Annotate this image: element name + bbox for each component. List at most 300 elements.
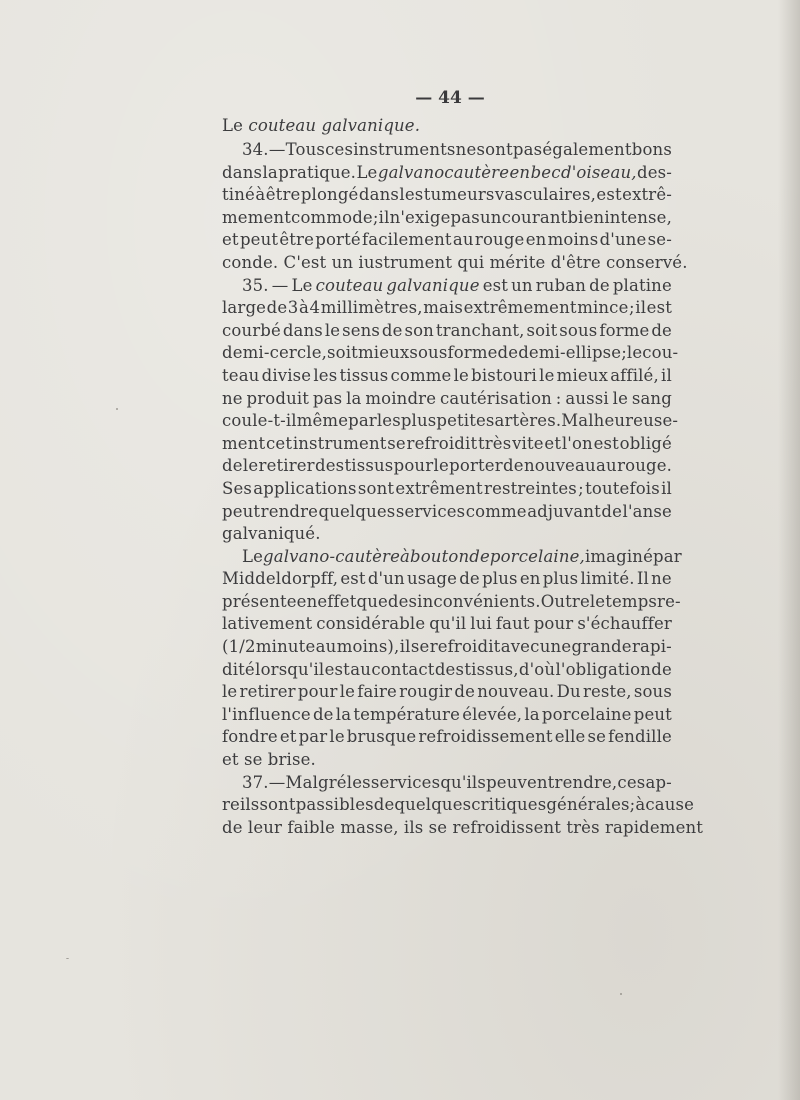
text: à bbox=[255, 185, 266, 205]
word bbox=[632, 139, 672, 162]
word bbox=[411, 636, 430, 659]
word bbox=[518, 342, 621, 365]
text: de bbox=[454, 682, 476, 702]
word bbox=[243, 455, 258, 478]
word bbox=[548, 229, 599, 252]
text: divise bbox=[261, 365, 312, 385]
text: moins bbox=[547, 230, 599, 250]
word bbox=[371, 772, 440, 795]
word bbox=[272, 275, 289, 298]
word bbox=[388, 591, 417, 614]
word bbox=[623, 501, 672, 524]
text: la bbox=[262, 162, 278, 182]
text: à bbox=[635, 795, 646, 815]
text: platine bbox=[612, 275, 672, 295]
text: extrê- bbox=[622, 185, 672, 205]
word bbox=[379, 207, 390, 230]
text: bien bbox=[567, 207, 605, 227]
text: toutefois bbox=[585, 478, 660, 498]
word bbox=[359, 184, 399, 207]
text: services bbox=[395, 501, 466, 521]
text-line bbox=[222, 342, 679, 365]
word bbox=[368, 568, 405, 591]
text: Outre bbox=[540, 591, 590, 611]
text: est bbox=[646, 298, 672, 318]
word bbox=[325, 139, 353, 162]
word bbox=[635, 794, 645, 817]
word bbox=[263, 546, 400, 569]
text: elle bbox=[554, 727, 586, 747]
word bbox=[262, 162, 277, 185]
italic-text: en bbox=[509, 162, 531, 182]
text: passibles bbox=[295, 795, 374, 815]
word bbox=[653, 546, 682, 569]
text: peut bbox=[239, 230, 279, 250]
word bbox=[440, 772, 486, 795]
text: tissus bbox=[339, 365, 389, 385]
text: refroidit bbox=[429, 637, 501, 657]
word bbox=[512, 433, 544, 456]
text: se bbox=[428, 817, 448, 837]
text: cautérisation bbox=[439, 388, 552, 408]
word bbox=[423, 297, 463, 320]
text: quelques bbox=[318, 501, 396, 521]
text-line bbox=[222, 252, 688, 275]
text: une bbox=[539, 637, 572, 657]
text: refroidit bbox=[406, 433, 478, 453]
text: petites bbox=[436, 411, 495, 431]
text: est bbox=[593, 433, 619, 453]
text: tranchant, bbox=[435, 320, 525, 340]
text: applications bbox=[253, 478, 357, 498]
word bbox=[222, 455, 243, 478]
text: dité bbox=[222, 659, 255, 679]
text: un bbox=[511, 275, 533, 295]
text: mement bbox=[222, 207, 291, 227]
text: vasculaires, bbox=[494, 185, 596, 205]
word bbox=[557, 365, 608, 388]
word bbox=[269, 772, 286, 795]
word bbox=[358, 478, 394, 501]
word bbox=[259, 794, 295, 817]
text: Malgré bbox=[285, 772, 347, 792]
word bbox=[386, 275, 479, 298]
italic-text: bouton bbox=[410, 546, 470, 566]
word bbox=[240, 681, 296, 704]
word bbox=[542, 704, 632, 727]
text-line bbox=[222, 229, 672, 252]
text-line bbox=[222, 817, 704, 840]
word bbox=[347, 726, 417, 749]
text: le bbox=[433, 456, 449, 476]
word bbox=[396, 501, 465, 524]
word bbox=[642, 342, 678, 365]
section-heading-prefix: Le bbox=[222, 116, 249, 135]
text: considérable bbox=[316, 614, 426, 634]
word bbox=[477, 139, 513, 162]
word bbox=[222, 704, 311, 727]
text: 37. bbox=[242, 772, 269, 792]
word bbox=[608, 726, 672, 749]
text: commode bbox=[291, 207, 373, 227]
text: millimètres, bbox=[320, 298, 423, 318]
word bbox=[524, 455, 596, 478]
text: contact bbox=[371, 659, 435, 679]
word bbox=[466, 501, 527, 524]
text: l'obligation bbox=[555, 659, 651, 679]
text: de bbox=[497, 343, 519, 363]
word bbox=[390, 207, 451, 230]
word bbox=[358, 252, 452, 275]
section-heading bbox=[222, 113, 672, 139]
word bbox=[589, 275, 610, 298]
word bbox=[555, 659, 651, 682]
text: très bbox=[566, 817, 600, 837]
word bbox=[222, 794, 259, 817]
text: coule-t-il bbox=[222, 411, 297, 431]
word bbox=[475, 229, 525, 252]
word bbox=[531, 162, 561, 185]
word bbox=[486, 772, 554, 795]
text: le bbox=[242, 456, 259, 476]
text: forme bbox=[447, 343, 498, 363]
text: se bbox=[410, 637, 430, 657]
text: plus bbox=[542, 569, 579, 589]
text: en bbox=[296, 591, 318, 611]
text-line bbox=[222, 794, 695, 817]
paper-speck bbox=[66, 958, 69, 959]
text: de bbox=[601, 501, 623, 521]
word bbox=[409, 342, 447, 365]
word bbox=[261, 501, 318, 524]
text: cause bbox=[645, 795, 695, 815]
page-number: — 44 — bbox=[415, 88, 485, 108]
word bbox=[637, 162, 672, 185]
word bbox=[480, 207, 502, 230]
text: restreintes bbox=[484, 478, 577, 498]
text: (1/2 bbox=[222, 637, 256, 657]
text: au bbox=[596, 456, 617, 476]
text: large bbox=[222, 298, 267, 318]
text: et bbox=[279, 727, 297, 747]
word bbox=[661, 365, 672, 388]
text: de bbox=[373, 795, 395, 815]
text: porté bbox=[315, 230, 361, 250]
word bbox=[315, 229, 361, 252]
text: teau bbox=[222, 365, 260, 385]
text: adjuvant bbox=[527, 501, 601, 521]
text: leur bbox=[247, 817, 283, 837]
text: mieux bbox=[357, 343, 410, 363]
word bbox=[336, 704, 351, 727]
text: refroidissement bbox=[418, 727, 553, 747]
text: rendre bbox=[260, 501, 319, 521]
word bbox=[377, 410, 401, 433]
text: que bbox=[356, 591, 388, 611]
text-line bbox=[222, 659, 672, 682]
text: vite bbox=[512, 433, 544, 453]
text: rapidement bbox=[604, 817, 704, 837]
word bbox=[436, 320, 525, 343]
text: le bbox=[589, 591, 606, 611]
word bbox=[604, 207, 672, 230]
text: obligé bbox=[619, 433, 672, 453]
text: pour bbox=[533, 614, 574, 634]
text: des bbox=[434, 659, 465, 679]
word bbox=[346, 388, 361, 411]
text: ces bbox=[617, 772, 646, 792]
text: Du bbox=[556, 682, 581, 702]
word bbox=[513, 139, 542, 162]
text: peut bbox=[222, 501, 261, 521]
word bbox=[430, 636, 501, 659]
word bbox=[222, 410, 297, 433]
text: sont bbox=[259, 795, 296, 815]
word bbox=[632, 388, 672, 411]
word bbox=[266, 184, 301, 207]
text: mieux bbox=[556, 365, 609, 385]
word bbox=[222, 388, 243, 411]
paragraphs bbox=[222, 139, 704, 839]
text: ment bbox=[222, 433, 266, 453]
text: artères. bbox=[494, 411, 562, 431]
word bbox=[256, 636, 315, 659]
word bbox=[390, 365, 451, 388]
word bbox=[399, 681, 452, 704]
text: le bbox=[329, 727, 345, 747]
text: dans bbox=[222, 162, 263, 182]
text: 35. bbox=[242, 275, 269, 295]
text-line bbox=[222, 139, 672, 162]
word bbox=[484, 478, 577, 501]
word bbox=[319, 501, 396, 524]
text-line bbox=[222, 320, 672, 343]
text: mais bbox=[423, 298, 464, 318]
word bbox=[637, 568, 649, 591]
text: il bbox=[399, 637, 411, 657]
word bbox=[566, 817, 599, 840]
word bbox=[534, 613, 574, 636]
word bbox=[596, 184, 621, 207]
word bbox=[353, 704, 460, 727]
text: de bbox=[651, 659, 672, 679]
word bbox=[559, 320, 597, 343]
word bbox=[222, 749, 239, 772]
word bbox=[313, 388, 342, 411]
word bbox=[451, 207, 480, 230]
paper-speck bbox=[620, 993, 622, 995]
word bbox=[291, 207, 373, 230]
text: de bbox=[222, 817, 243, 837]
text: à bbox=[298, 298, 309, 318]
text: il bbox=[661, 365, 672, 385]
word bbox=[222, 162, 262, 185]
text: reste, bbox=[582, 682, 632, 702]
word bbox=[452, 817, 561, 840]
word bbox=[222, 184, 255, 207]
text: plongé bbox=[300, 185, 359, 205]
word bbox=[297, 410, 348, 433]
word bbox=[222, 229, 239, 252]
text: facilement bbox=[362, 230, 452, 250]
word bbox=[284, 252, 327, 275]
text: ; bbox=[578, 478, 584, 498]
word bbox=[541, 591, 590, 614]
word bbox=[469, 546, 490, 569]
word bbox=[287, 817, 335, 840]
text: pour bbox=[297, 682, 338, 702]
text: mérite bbox=[489, 252, 546, 272]
text: soit bbox=[327, 343, 358, 363]
word bbox=[464, 297, 577, 320]
italic-text: couteau bbox=[315, 275, 384, 295]
text: extrêment bbox=[395, 478, 483, 498]
text: le bbox=[339, 682, 356, 702]
word bbox=[394, 794, 471, 817]
text: ; bbox=[629, 795, 636, 815]
word bbox=[327, 342, 358, 365]
word bbox=[382, 320, 403, 343]
word bbox=[301, 184, 359, 207]
word bbox=[555, 726, 586, 749]
italic-text: galvano-cautère bbox=[263, 546, 401, 566]
text: — bbox=[271, 275, 289, 295]
text: Middeldorpff, bbox=[222, 569, 339, 589]
word bbox=[267, 297, 288, 320]
word bbox=[348, 410, 377, 433]
word bbox=[268, 749, 316, 772]
word bbox=[477, 681, 554, 704]
word bbox=[262, 365, 312, 388]
text: fendille bbox=[608, 727, 672, 747]
word bbox=[617, 772, 645, 795]
text: il bbox=[378, 207, 390, 227]
text: pratique. bbox=[278, 162, 357, 182]
word bbox=[498, 342, 519, 365]
word bbox=[462, 704, 522, 727]
word bbox=[247, 388, 310, 411]
text-line bbox=[222, 275, 672, 298]
text: le bbox=[612, 388, 628, 408]
text: le bbox=[222, 682, 238, 702]
text: nouveau bbox=[523, 456, 596, 476]
word bbox=[222, 523, 321, 546]
text: services bbox=[370, 772, 441, 792]
word bbox=[470, 613, 492, 636]
word bbox=[404, 817, 423, 840]
word bbox=[540, 636, 571, 659]
text: un bbox=[331, 252, 354, 272]
text: sont bbox=[476, 140, 513, 159]
word bbox=[244, 749, 263, 772]
word bbox=[325, 659, 350, 682]
text: son bbox=[404, 320, 434, 340]
text: retirer bbox=[258, 456, 315, 476]
text: l'on bbox=[561, 433, 593, 453]
word bbox=[407, 568, 457, 591]
word bbox=[585, 478, 660, 501]
text: brise. bbox=[267, 750, 316, 770]
word bbox=[617, 455, 672, 478]
word bbox=[424, 184, 495, 207]
text: galvaniqué. bbox=[222, 524, 321, 544]
word bbox=[511, 275, 533, 298]
word bbox=[292, 275, 313, 298]
word bbox=[222, 478, 252, 501]
word bbox=[536, 275, 586, 298]
text: d'où bbox=[518, 659, 556, 679]
word bbox=[599, 320, 649, 343]
text: des bbox=[314, 456, 345, 476]
word bbox=[356, 162, 377, 185]
word bbox=[590, 591, 605, 614]
word bbox=[596, 455, 617, 478]
word bbox=[296, 794, 374, 817]
text: se bbox=[387, 433, 406, 453]
word bbox=[464, 659, 518, 682]
word bbox=[266, 433, 292, 456]
text: instruments bbox=[353, 140, 456, 159]
text: demi-ellipse bbox=[518, 343, 622, 363]
word bbox=[316, 613, 425, 636]
word bbox=[539, 365, 554, 388]
text: instrument bbox=[292, 433, 387, 453]
word bbox=[526, 320, 557, 343]
text: ap- bbox=[645, 772, 672, 792]
text: usage bbox=[407, 569, 458, 589]
text: forme bbox=[599, 320, 650, 340]
word bbox=[447, 342, 497, 365]
word bbox=[332, 252, 354, 275]
word bbox=[629, 297, 635, 320]
word bbox=[661, 478, 672, 501]
word bbox=[222, 501, 260, 524]
text: pas bbox=[450, 207, 480, 227]
word bbox=[453, 229, 474, 252]
text: de bbox=[222, 456, 243, 476]
word bbox=[222, 591, 297, 614]
text: Tous bbox=[285, 140, 325, 159]
word bbox=[345, 455, 394, 478]
word bbox=[483, 275, 508, 298]
word bbox=[374, 794, 395, 817]
word bbox=[288, 297, 299, 320]
word bbox=[454, 365, 469, 388]
text: ruban bbox=[535, 275, 587, 295]
word bbox=[342, 320, 380, 343]
word bbox=[280, 726, 297, 749]
text: de bbox=[503, 456, 524, 476]
word bbox=[297, 591, 318, 614]
text-line bbox=[222, 591, 681, 614]
text: bistouri bbox=[471, 365, 537, 385]
text: plus bbox=[400, 411, 437, 431]
word bbox=[222, 636, 256, 659]
word bbox=[457, 252, 484, 275]
text-line bbox=[222, 455, 672, 478]
word bbox=[600, 229, 647, 252]
text: rapi- bbox=[631, 637, 672, 657]
word bbox=[572, 636, 632, 659]
text: le bbox=[539, 365, 555, 385]
text: 4 bbox=[309, 298, 321, 318]
text-line bbox=[222, 297, 672, 320]
text: limité. bbox=[580, 569, 635, 589]
text: par bbox=[653, 546, 682, 566]
word bbox=[556, 388, 562, 411]
text: sous bbox=[409, 343, 448, 363]
text: le bbox=[453, 365, 469, 385]
